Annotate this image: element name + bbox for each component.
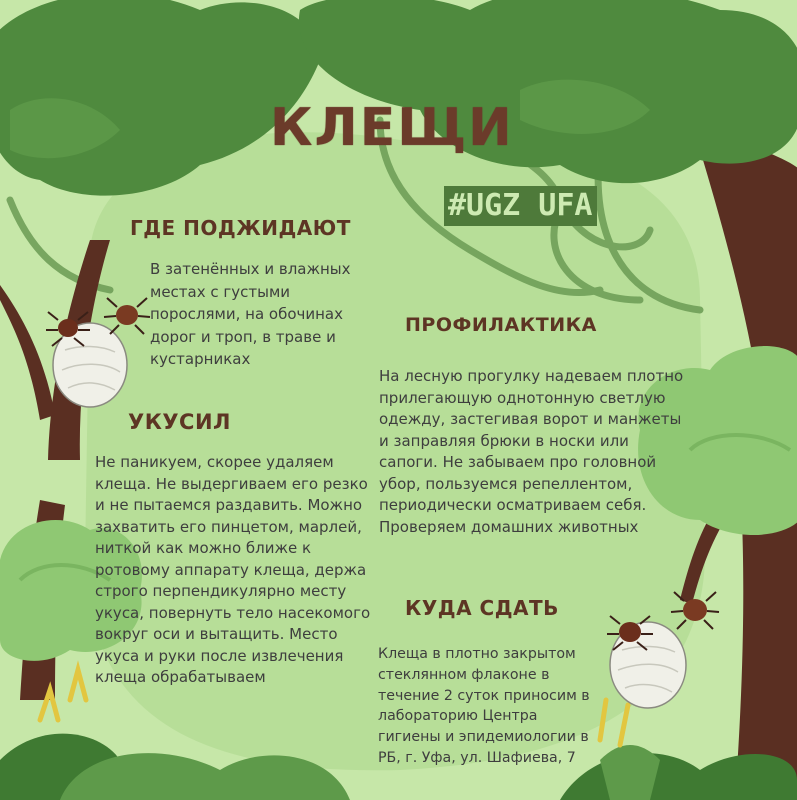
poster-title: КЛЕЩИ (270, 98, 514, 158)
section-text-bitten: Не паникуем, скорее удаляем клеща. Не выдергиваем его резко и не пытаемся раздавить. Можно захватить его пинцетом, марлей, ниткой как можно ближе к ротовому аппарату клеща, держа строго перпендикулярно месту укуса, повернуть тело насекомого вокруг оси и вытащить. Место укуса и руки после извлечения клеща обрабатываем (95, 453, 371, 686)
section-heading-where: ГДЕ ПОДЖИДАЮТ (130, 216, 351, 240)
section-heading-bitten: УКУСИЛ (128, 410, 231, 434)
section-heading-prevention: ПРОФИЛАКТИКА (405, 314, 597, 336)
section-text-prevention: На лесную прогулку надеваем плотно прилегающую однотонную светлую одежду, застегивая ворот и манжеты и заправляя брюки в носки или сапоги. Не забываем про головной убор, пользуемся репеллентом, периодически осматриваем себя. Проверяем домашних животных (379, 367, 684, 536)
hashtag-badge: #UGZ UFA (444, 186, 597, 226)
section-text-submit: Клеща в плотно закрытом стеклянном флаконе в течение 2 суток приносим в лабораторию Центра гигиены и эпидемиологии в РБ, г. Уфа, ул. Шафиева, 7 (378, 646, 590, 766)
section-text-where: В затенённых и влажных местах с густыми порослями, на обочинах дорог и троп, в траве и кустарниках (150, 260, 351, 368)
section-heading-submit: КУДА СДАТЬ (405, 596, 559, 620)
